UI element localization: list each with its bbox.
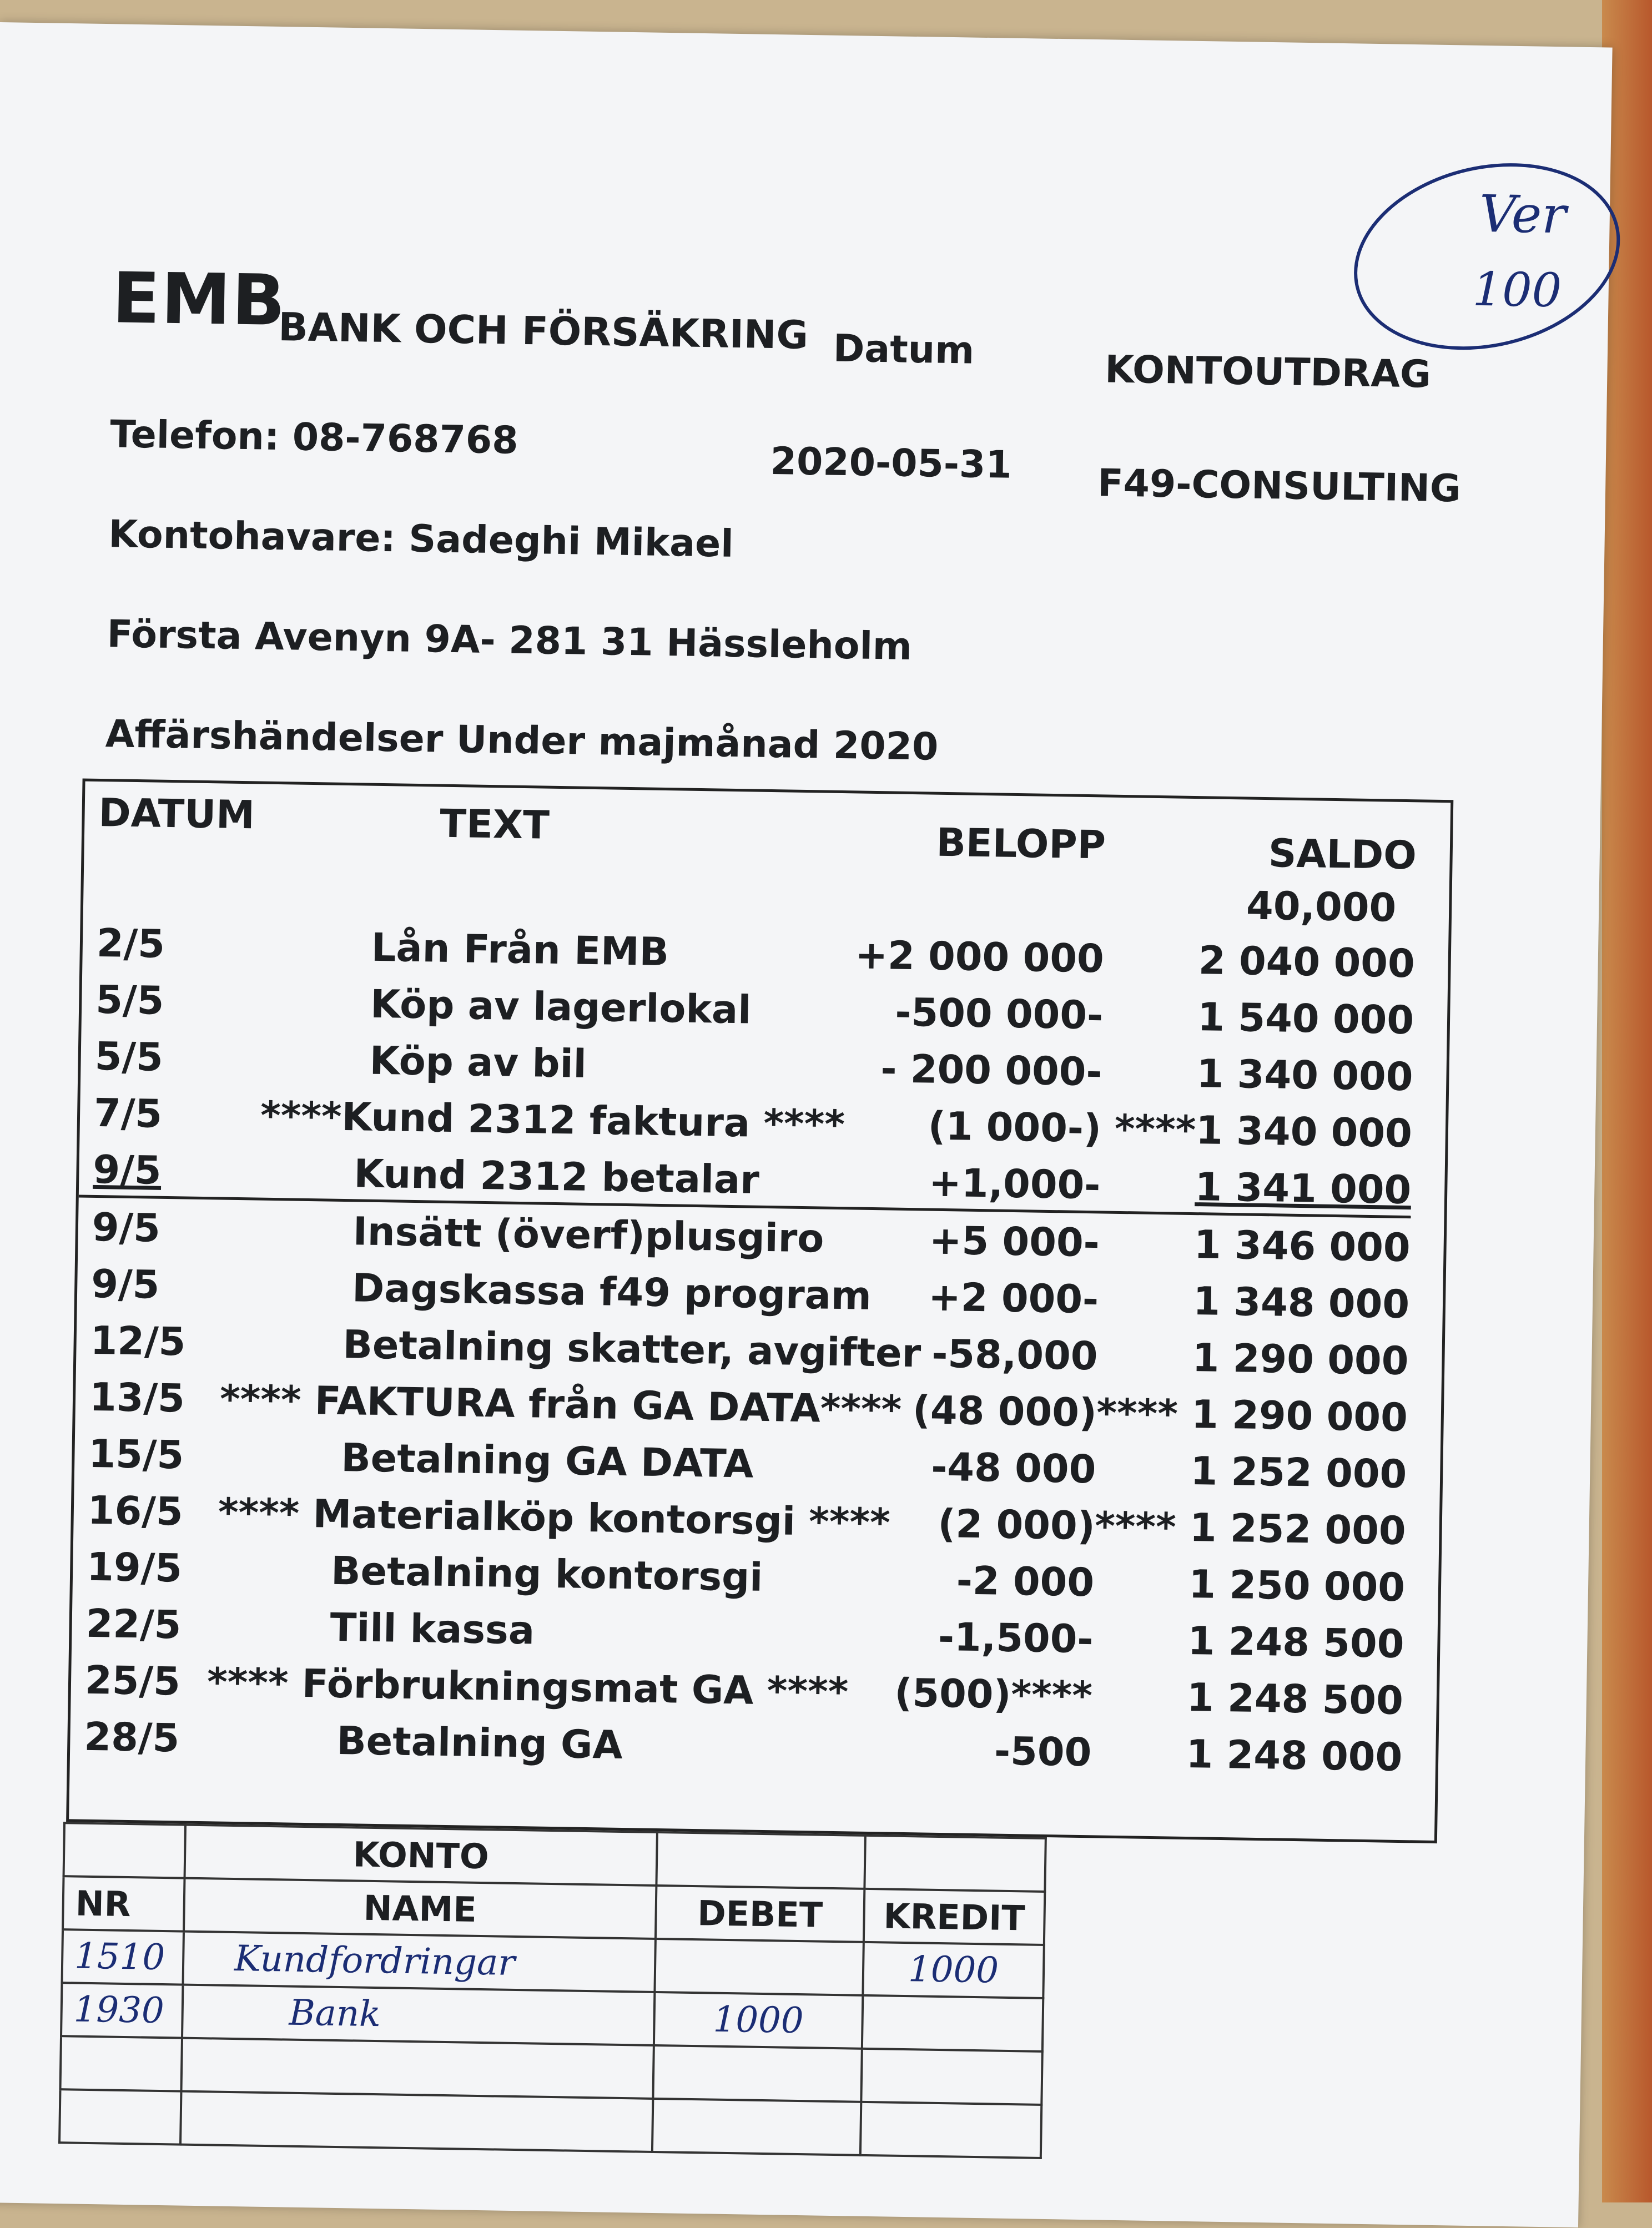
tx-text: Lån Från EMB (371, 924, 669, 975)
konto-header-blank (864, 1836, 1045, 1892)
bank-statement-sheet (0, 22, 1613, 2227)
tx-amount: -1,500- (938, 1614, 1094, 1662)
konto-kredit (861, 2049, 1042, 2105)
handwritten-ver-number: 100 (1472, 261, 1562, 318)
tx-balance: 1 346 000 (1193, 1222, 1411, 1271)
statement-period: Affärshändelser Under majmånad 2020 (105, 712, 939, 769)
tx-text: Betalning skatter, avgifter (343, 1322, 921, 1377)
tx-amount: (500)**** (894, 1670, 1093, 1719)
konto-name: Kundfordringar (183, 1932, 656, 1992)
konto-debet: 1000 (654, 1992, 863, 2049)
tx-date: 12/5 (90, 1317, 187, 1365)
date-label: Datum (833, 326, 975, 373)
tx-amount: (1 000-) (928, 1103, 1102, 1152)
konto-name (180, 2091, 653, 2152)
tx-amount: (48 000) (912, 1387, 1097, 1436)
tx-balance: ****1 340 000 (1114, 1106, 1413, 1157)
tx-date: 19/5 (86, 1544, 183, 1591)
tx-balance: **** 1 290 000 (1096, 1390, 1408, 1441)
column-header-saldo: SALDO (1268, 830, 1417, 879)
tx-date: 9/5 (90, 1261, 160, 1308)
tx-amount: (2 000) (937, 1500, 1096, 1549)
tx-text: Köp av bil (369, 1037, 587, 1087)
tx-amount: -2 000 (956, 1557, 1095, 1606)
tx-date: 5/5 (94, 1033, 164, 1080)
tx-amount: +2 000- (928, 1274, 1099, 1323)
konto-kredit (860, 2102, 1041, 2158)
konto-nr: 1930 (61, 1983, 183, 2038)
column-header-text: TEXT (439, 800, 550, 848)
konto-kredit: 1000 (863, 1942, 1044, 1998)
konto-nr: 1510 (62, 1929, 184, 1984)
tx-amount: -500 000- (894, 989, 1104, 1039)
konto-debet (654, 1939, 863, 1995)
tx-balance: 1 248 500 (1186, 1674, 1404, 1724)
account-holder: Kontohavare: Sadeghi Mikael (108, 512, 734, 566)
tx-date: 9/5 (92, 1204, 161, 1251)
company-name: F49-CONSULTING (1097, 461, 1462, 511)
konto-kredit (862, 1995, 1043, 2051)
column-header-belopp: BELOPP (935, 819, 1106, 868)
tx-text: ****Kund 2312 faktura **** (260, 1092, 845, 1148)
tx-balance: 2 040 000 (1198, 937, 1416, 987)
handwritten-ver-label: Ver (1479, 184, 1567, 245)
tx-text: Betalning kontorsgi (330, 1547, 763, 1600)
konto-nr (61, 2036, 182, 2091)
tx-text: Betalning GA (336, 1717, 623, 1768)
tx-text: **** Förbrukningsmat GA **** (206, 1659, 849, 1715)
tx-date: 22/5 (85, 1600, 182, 1648)
konto-name (181, 2038, 653, 2099)
tx-amount: +2 000 000 (854, 932, 1105, 982)
document-type: KONTOUTDRAG (1104, 347, 1432, 397)
konto-header: KONTO (185, 1825, 657, 1886)
tx-text: Till kassa (330, 1604, 535, 1654)
column-header-name: NAME (184, 1878, 656, 1939)
konto-nr (59, 2089, 181, 2144)
tx-balance: 1 290 000 (1192, 1335, 1409, 1384)
tx-date: 25/5 (84, 1657, 181, 1705)
konto-debet (653, 2045, 862, 2102)
tx-balance: 1 348 000 (1192, 1278, 1410, 1328)
tx-amount: -500 (994, 1728, 1092, 1776)
konto-header-blank (656, 1832, 865, 1889)
opening-balance: 40,000 (1246, 883, 1397, 931)
column-header-datum: DATUM (98, 789, 255, 838)
tx-text: Köp av lagerlokal (370, 981, 752, 1033)
tx-balance: **** 1 252 000 (1094, 1503, 1407, 1554)
tx-date: 7/5 (93, 1090, 163, 1137)
column-header-debet: DEBET (656, 1886, 864, 1942)
tx-balance: 1 341 000 (1194, 1164, 1412, 1213)
tx-amount: +5 000- (929, 1217, 1100, 1266)
statement-date: 2020-05-31 (770, 439, 1013, 487)
column-header-kredit: KREDIT (864, 1889, 1045, 1945)
tx-text: **** Materialköp kontorsgi **** (218, 1489, 891, 1546)
tx-text: Insätt (överf)plusgiro (352, 1208, 824, 1262)
konto-debet (652, 2099, 861, 2155)
tx-amount: -48 000 (930, 1444, 1096, 1493)
konto-name: Bank (182, 1985, 654, 2045)
tx-balance: 1 340 000 (1196, 1051, 1414, 1100)
tx-text: Kund 2312 betalar (353, 1151, 760, 1203)
tx-balance: 1 540 000 (1197, 994, 1414, 1044)
tx-amount: - 200 000- (880, 1046, 1103, 1095)
tx-amount: -58,000 (931, 1330, 1099, 1379)
tx-balance: 1 250 000 (1188, 1561, 1406, 1611)
column-header-nr: NR (63, 1876, 184, 1931)
tx-date: 13/5 (89, 1374, 185, 1422)
konto-table (58, 1822, 1047, 2159)
tx-balance: 1 248 500 (1187, 1617, 1405, 1667)
account-address: Första Avenyn 9A- 281 31 Hässleholm (107, 612, 913, 669)
tx-date: 28/5 (83, 1713, 180, 1761)
tx-date: 15/5 (88, 1430, 184, 1478)
tx-date: 16/5 (87, 1487, 184, 1535)
bank-phone: Telefon: 08-768768 (109, 412, 519, 463)
transactions-table (66, 779, 1453, 1844)
tx-text: Betalning GA DATA (340, 1434, 754, 1487)
tx-balance: 1 248 000 (1185, 1731, 1403, 1781)
bank-name: BANK OCH FÖRSÄKRING (278, 304, 809, 358)
tx-date: 5/5 (95, 976, 164, 1024)
tx-date: 2/5 (96, 920, 165, 967)
tx-balance: 1 252 000 (1190, 1448, 1407, 1498)
tx-text: **** FAKTURA från GA DATA**** (219, 1376, 902, 1433)
tx-amount: +1,000- (928, 1160, 1101, 1208)
bank-logo: EMB (112, 257, 287, 342)
konto-header-blank (64, 1823, 185, 1878)
tx-date: 9/5 (92, 1146, 162, 1193)
tx-text: Dagskassa f49 program (351, 1265, 872, 1319)
